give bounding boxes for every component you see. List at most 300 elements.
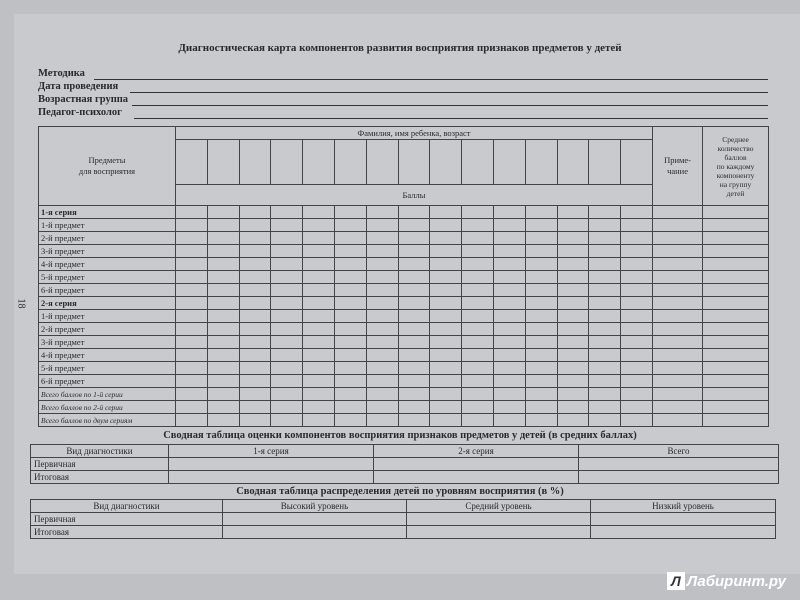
score-cell[interactable] bbox=[239, 401, 271, 414]
score-cell[interactable] bbox=[557, 310, 589, 323]
score-cell[interactable] bbox=[176, 219, 208, 232]
score-cell[interactable] bbox=[462, 323, 494, 336]
score-cell[interactable] bbox=[334, 284, 366, 297]
score-cell[interactable] bbox=[334, 245, 366, 258]
score-cell[interactable] bbox=[239, 310, 271, 323]
score-cell[interactable] bbox=[398, 206, 430, 219]
child-name-cell[interactable] bbox=[239, 140, 271, 185]
score-cell[interactable] bbox=[176, 388, 208, 401]
score-cell[interactable] bbox=[207, 206, 239, 219]
score-cell[interactable] bbox=[366, 206, 398, 219]
score-cell[interactable] bbox=[462, 258, 494, 271]
score-cell[interactable] bbox=[334, 336, 366, 349]
score-cell[interactable] bbox=[557, 414, 589, 427]
child-name-cell[interactable] bbox=[462, 140, 494, 185]
child-name-cell[interactable] bbox=[303, 140, 335, 185]
score-cell[interactable] bbox=[366, 388, 398, 401]
score-cell[interactable] bbox=[207, 310, 239, 323]
score-cell[interactable] bbox=[525, 362, 557, 375]
score-cell[interactable] bbox=[493, 401, 525, 414]
child-name-cell[interactable] bbox=[366, 140, 398, 185]
score-cell[interactable] bbox=[493, 297, 525, 310]
score-cell[interactable] bbox=[557, 219, 589, 232]
child-name-cell[interactable] bbox=[398, 140, 430, 185]
score-cell[interactable] bbox=[621, 414, 653, 427]
score-cell[interactable] bbox=[621, 245, 653, 258]
score-cell[interactable] bbox=[589, 284, 621, 297]
score-cell[interactable] bbox=[176, 206, 208, 219]
score-cell[interactable] bbox=[430, 401, 462, 414]
score-cell[interactable] bbox=[589, 323, 621, 336]
child-name-cell[interactable] bbox=[430, 140, 462, 185]
score-cell[interactable] bbox=[334, 401, 366, 414]
score-cell[interactable] bbox=[589, 414, 621, 427]
score-cell[interactable] bbox=[398, 245, 430, 258]
score-cell[interactable] bbox=[621, 362, 653, 375]
score-cell[interactable] bbox=[653, 401, 703, 414]
score-cell[interactable] bbox=[525, 388, 557, 401]
child-name-cell[interactable] bbox=[525, 140, 557, 185]
score-cell[interactable] bbox=[176, 271, 208, 284]
score-cell[interactable] bbox=[303, 375, 335, 388]
score-cell[interactable] bbox=[589, 349, 621, 362]
score-cell[interactable] bbox=[271, 414, 303, 427]
score-cell[interactable] bbox=[398, 362, 430, 375]
score-cell[interactable] bbox=[271, 388, 303, 401]
score-cell[interactable] bbox=[207, 323, 239, 336]
score-cell[interactable] bbox=[176, 336, 208, 349]
score-cell[interactable] bbox=[653, 219, 703, 232]
score-cell[interactable] bbox=[493, 284, 525, 297]
data-cell[interactable] bbox=[579, 458, 779, 471]
data-cell[interactable] bbox=[169, 471, 374, 484]
score-cell[interactable] bbox=[557, 375, 589, 388]
score-cell[interactable] bbox=[703, 362, 769, 375]
score-cell[interactable] bbox=[271, 297, 303, 310]
score-cell[interactable] bbox=[653, 310, 703, 323]
score-cell[interactable] bbox=[653, 206, 703, 219]
score-cell[interactable] bbox=[493, 388, 525, 401]
score-cell[interactable] bbox=[621, 206, 653, 219]
score-cell[interactable] bbox=[366, 271, 398, 284]
score-cell[interactable] bbox=[557, 336, 589, 349]
score-cell[interactable] bbox=[239, 258, 271, 271]
score-cell[interactable] bbox=[493, 271, 525, 284]
score-cell[interactable] bbox=[398, 375, 430, 388]
score-cell[interactable] bbox=[366, 323, 398, 336]
score-cell[interactable] bbox=[589, 206, 621, 219]
score-cell[interactable] bbox=[621, 388, 653, 401]
score-cell[interactable] bbox=[653, 232, 703, 245]
score-cell[interactable] bbox=[176, 401, 208, 414]
child-name-cell[interactable] bbox=[493, 140, 525, 185]
score-cell[interactable] bbox=[430, 349, 462, 362]
score-cell[interactable] bbox=[176, 297, 208, 310]
score-cell[interactable] bbox=[525, 414, 557, 427]
score-cell[interactable] bbox=[239, 271, 271, 284]
score-cell[interactable] bbox=[621, 310, 653, 323]
score-cell[interactable] bbox=[557, 297, 589, 310]
score-cell[interactable] bbox=[366, 297, 398, 310]
score-cell[interactable] bbox=[207, 271, 239, 284]
data-cell[interactable] bbox=[407, 526, 591, 539]
score-cell[interactable] bbox=[430, 219, 462, 232]
score-cell[interactable] bbox=[334, 206, 366, 219]
score-cell[interactable] bbox=[334, 388, 366, 401]
score-cell[interactable] bbox=[334, 414, 366, 427]
score-cell[interactable] bbox=[525, 310, 557, 323]
score-cell[interactable] bbox=[303, 349, 335, 362]
score-cell[interactable] bbox=[557, 388, 589, 401]
score-cell[interactable] bbox=[303, 401, 335, 414]
score-cell[interactable] bbox=[207, 336, 239, 349]
score-cell[interactable] bbox=[493, 336, 525, 349]
score-cell[interactable] bbox=[621, 271, 653, 284]
score-cell[interactable] bbox=[653, 414, 703, 427]
score-cell[interactable] bbox=[462, 362, 494, 375]
score-cell[interactable] bbox=[176, 232, 208, 245]
score-cell[interactable] bbox=[557, 258, 589, 271]
score-cell[interactable] bbox=[525, 375, 557, 388]
score-cell[interactable] bbox=[334, 310, 366, 323]
score-cell[interactable] bbox=[621, 297, 653, 310]
score-cell[interactable] bbox=[703, 310, 769, 323]
score-cell[interactable] bbox=[366, 349, 398, 362]
score-cell[interactable] bbox=[621, 401, 653, 414]
score-cell[interactable] bbox=[271, 375, 303, 388]
score-cell[interactable] bbox=[525, 258, 557, 271]
score-cell[interactable] bbox=[239, 336, 271, 349]
score-cell[interactable] bbox=[430, 258, 462, 271]
score-cell[interactable] bbox=[557, 232, 589, 245]
score-cell[interactable] bbox=[621, 336, 653, 349]
score-cell[interactable] bbox=[557, 206, 589, 219]
score-cell[interactable] bbox=[239, 297, 271, 310]
score-cell[interactable] bbox=[271, 323, 303, 336]
score-cell[interactable] bbox=[207, 232, 239, 245]
score-cell[interactable] bbox=[207, 349, 239, 362]
score-cell[interactable] bbox=[398, 284, 430, 297]
score-cell[interactable] bbox=[462, 219, 494, 232]
score-cell[interactable] bbox=[653, 297, 703, 310]
score-cell[interactable] bbox=[366, 414, 398, 427]
score-cell[interactable] bbox=[430, 310, 462, 323]
score-cell[interactable] bbox=[239, 219, 271, 232]
fill-line[interactable] bbox=[134, 118, 768, 119]
score-cell[interactable] bbox=[589, 388, 621, 401]
score-cell[interactable] bbox=[303, 206, 335, 219]
score-cell[interactable] bbox=[334, 297, 366, 310]
score-cell[interactable] bbox=[176, 349, 208, 362]
fill-line[interactable] bbox=[130, 92, 768, 93]
score-cell[interactable] bbox=[176, 414, 208, 427]
score-cell[interactable] bbox=[462, 401, 494, 414]
child-name-cell[interactable] bbox=[557, 140, 589, 185]
score-cell[interactable] bbox=[557, 323, 589, 336]
score-cell[interactable] bbox=[703, 336, 769, 349]
score-cell[interactable] bbox=[271, 219, 303, 232]
score-cell[interactable] bbox=[334, 219, 366, 232]
score-cell[interactable] bbox=[207, 219, 239, 232]
score-cell[interactable] bbox=[398, 414, 430, 427]
score-cell[interactable] bbox=[462, 310, 494, 323]
score-cell[interactable] bbox=[334, 349, 366, 362]
score-cell[interactable] bbox=[239, 362, 271, 375]
score-cell[interactable] bbox=[462, 414, 494, 427]
score-cell[interactable] bbox=[462, 206, 494, 219]
score-cell[interactable] bbox=[207, 258, 239, 271]
score-cell[interactable] bbox=[239, 232, 271, 245]
score-cell[interactable] bbox=[621, 349, 653, 362]
score-cell[interactable] bbox=[703, 232, 769, 245]
score-cell[interactable] bbox=[366, 362, 398, 375]
score-cell[interactable] bbox=[398, 310, 430, 323]
score-cell[interactable] bbox=[398, 297, 430, 310]
score-cell[interactable] bbox=[366, 401, 398, 414]
score-cell[interactable] bbox=[462, 245, 494, 258]
score-cell[interactable] bbox=[525, 232, 557, 245]
score-cell[interactable] bbox=[207, 284, 239, 297]
data-cell[interactable] bbox=[407, 513, 591, 526]
score-cell[interactable] bbox=[366, 245, 398, 258]
score-cell[interactable] bbox=[703, 323, 769, 336]
score-cell[interactable] bbox=[589, 336, 621, 349]
child-name-cell[interactable] bbox=[176, 140, 208, 185]
score-cell[interactable] bbox=[430, 323, 462, 336]
child-name-cell[interactable] bbox=[271, 140, 303, 185]
score-cell[interactable] bbox=[462, 336, 494, 349]
fill-line[interactable] bbox=[94, 79, 768, 80]
score-cell[interactable] bbox=[207, 362, 239, 375]
score-cell[interactable] bbox=[653, 284, 703, 297]
score-cell[interactable] bbox=[303, 323, 335, 336]
score-cell[interactable] bbox=[525, 271, 557, 284]
score-cell[interactable] bbox=[525, 323, 557, 336]
score-cell[interactable] bbox=[366, 375, 398, 388]
score-cell[interactable] bbox=[334, 232, 366, 245]
score-cell[interactable] bbox=[557, 362, 589, 375]
score-cell[interactable] bbox=[525, 297, 557, 310]
score-cell[interactable] bbox=[271, 206, 303, 219]
fill-line[interactable] bbox=[132, 105, 768, 106]
score-cell[interactable] bbox=[653, 388, 703, 401]
score-cell[interactable] bbox=[462, 375, 494, 388]
score-cell[interactable] bbox=[239, 375, 271, 388]
data-cell[interactable] bbox=[579, 471, 779, 484]
score-cell[interactable] bbox=[589, 375, 621, 388]
score-cell[interactable] bbox=[303, 388, 335, 401]
score-cell[interactable] bbox=[493, 219, 525, 232]
score-cell[interactable] bbox=[303, 297, 335, 310]
score-cell[interactable] bbox=[462, 284, 494, 297]
score-cell[interactable] bbox=[703, 349, 769, 362]
score-cell[interactable] bbox=[176, 284, 208, 297]
score-cell[interactable] bbox=[703, 414, 769, 427]
score-cell[interactable] bbox=[430, 336, 462, 349]
score-cell[interactable] bbox=[176, 258, 208, 271]
score-cell[interactable] bbox=[334, 258, 366, 271]
score-cell[interactable] bbox=[239, 284, 271, 297]
score-cell[interactable] bbox=[493, 375, 525, 388]
score-cell[interactable] bbox=[207, 375, 239, 388]
score-cell[interactable] bbox=[493, 232, 525, 245]
score-cell[interactable] bbox=[430, 206, 462, 219]
score-cell[interactable] bbox=[703, 284, 769, 297]
child-name-cell[interactable] bbox=[334, 140, 366, 185]
score-cell[interactable] bbox=[557, 401, 589, 414]
score-cell[interactable] bbox=[366, 219, 398, 232]
score-cell[interactable] bbox=[621, 323, 653, 336]
score-cell[interactable] bbox=[366, 284, 398, 297]
score-cell[interactable] bbox=[703, 375, 769, 388]
score-cell[interactable] bbox=[207, 388, 239, 401]
score-cell[interactable] bbox=[525, 349, 557, 362]
score-cell[interactable] bbox=[271, 232, 303, 245]
score-cell[interactable] bbox=[653, 323, 703, 336]
score-cell[interactable] bbox=[493, 323, 525, 336]
score-cell[interactable] bbox=[239, 414, 271, 427]
score-cell[interactable] bbox=[525, 336, 557, 349]
child-name-cell[interactable] bbox=[621, 140, 653, 185]
score-cell[interactable] bbox=[207, 401, 239, 414]
score-cell[interactable] bbox=[557, 284, 589, 297]
score-cell[interactable] bbox=[525, 401, 557, 414]
score-cell[interactable] bbox=[589, 401, 621, 414]
score-cell[interactable] bbox=[366, 310, 398, 323]
score-cell[interactable] bbox=[430, 362, 462, 375]
score-cell[interactable] bbox=[525, 219, 557, 232]
score-cell[interactable] bbox=[493, 362, 525, 375]
score-cell[interactable] bbox=[271, 349, 303, 362]
score-cell[interactable] bbox=[621, 219, 653, 232]
score-cell[interactable] bbox=[303, 310, 335, 323]
score-cell[interactable] bbox=[271, 258, 303, 271]
score-cell[interactable] bbox=[366, 258, 398, 271]
score-cell[interactable] bbox=[334, 271, 366, 284]
score-cell[interactable] bbox=[653, 271, 703, 284]
score-cell[interactable] bbox=[430, 414, 462, 427]
score-cell[interactable] bbox=[176, 310, 208, 323]
score-cell[interactable] bbox=[589, 310, 621, 323]
score-cell[interactable] bbox=[621, 232, 653, 245]
score-cell[interactable] bbox=[430, 271, 462, 284]
score-cell[interactable] bbox=[271, 401, 303, 414]
score-cell[interactable] bbox=[493, 206, 525, 219]
score-cell[interactable] bbox=[493, 258, 525, 271]
data-cell[interactable] bbox=[591, 526, 776, 539]
score-cell[interactable] bbox=[557, 349, 589, 362]
child-name-cell[interactable] bbox=[589, 140, 621, 185]
score-cell[interactable] bbox=[334, 362, 366, 375]
score-cell[interactable] bbox=[703, 258, 769, 271]
score-cell[interactable] bbox=[176, 245, 208, 258]
score-cell[interactable] bbox=[703, 297, 769, 310]
data-cell[interactable] bbox=[223, 513, 407, 526]
score-cell[interactable] bbox=[462, 232, 494, 245]
score-cell[interactable] bbox=[303, 414, 335, 427]
score-cell[interactable] bbox=[703, 271, 769, 284]
score-cell[interactable] bbox=[303, 258, 335, 271]
score-cell[interactable] bbox=[303, 271, 335, 284]
score-cell[interactable] bbox=[462, 388, 494, 401]
score-cell[interactable] bbox=[703, 219, 769, 232]
score-cell[interactable] bbox=[398, 336, 430, 349]
score-cell[interactable] bbox=[653, 258, 703, 271]
score-cell[interactable] bbox=[398, 271, 430, 284]
score-cell[interactable] bbox=[207, 414, 239, 427]
score-cell[interactable] bbox=[303, 219, 335, 232]
score-cell[interactable] bbox=[271, 362, 303, 375]
data-cell[interactable] bbox=[374, 458, 579, 471]
score-cell[interactable] bbox=[430, 232, 462, 245]
score-cell[interactable] bbox=[303, 232, 335, 245]
score-cell[interactable] bbox=[430, 388, 462, 401]
score-cell[interactable] bbox=[525, 245, 557, 258]
data-cell[interactable] bbox=[223, 526, 407, 539]
score-cell[interactable] bbox=[239, 245, 271, 258]
score-cell[interactable] bbox=[239, 388, 271, 401]
score-cell[interactable] bbox=[430, 375, 462, 388]
score-cell[interactable] bbox=[621, 375, 653, 388]
score-cell[interactable] bbox=[303, 245, 335, 258]
score-cell[interactable] bbox=[366, 336, 398, 349]
score-cell[interactable] bbox=[493, 349, 525, 362]
score-cell[interactable] bbox=[430, 245, 462, 258]
score-cell[interactable] bbox=[621, 258, 653, 271]
score-cell[interactable] bbox=[703, 206, 769, 219]
score-cell[interactable] bbox=[303, 284, 335, 297]
data-cell[interactable] bbox=[374, 471, 579, 484]
score-cell[interactable] bbox=[176, 375, 208, 388]
score-cell[interactable] bbox=[525, 284, 557, 297]
score-cell[interactable] bbox=[589, 362, 621, 375]
score-cell[interactable] bbox=[557, 245, 589, 258]
score-cell[interactable] bbox=[398, 323, 430, 336]
score-cell[interactable] bbox=[525, 206, 557, 219]
score-cell[interactable] bbox=[589, 245, 621, 258]
score-cell[interactable] bbox=[653, 375, 703, 388]
score-cell[interactable] bbox=[589, 219, 621, 232]
score-cell[interactable] bbox=[398, 388, 430, 401]
score-cell[interactable] bbox=[430, 284, 462, 297]
score-cell[interactable] bbox=[589, 271, 621, 284]
score-cell[interactable] bbox=[176, 323, 208, 336]
score-cell[interactable] bbox=[703, 388, 769, 401]
score-cell[interactable] bbox=[653, 245, 703, 258]
score-cell[interactable] bbox=[589, 232, 621, 245]
score-cell[interactable] bbox=[398, 219, 430, 232]
score-cell[interactable] bbox=[334, 375, 366, 388]
score-cell[interactable] bbox=[589, 297, 621, 310]
score-cell[interactable] bbox=[462, 271, 494, 284]
score-cell[interactable] bbox=[462, 297, 494, 310]
score-cell[interactable] bbox=[398, 349, 430, 362]
score-cell[interactable] bbox=[303, 362, 335, 375]
score-cell[interactable] bbox=[334, 323, 366, 336]
score-cell[interactable] bbox=[493, 414, 525, 427]
score-cell[interactable] bbox=[271, 310, 303, 323]
score-cell[interactable] bbox=[239, 206, 271, 219]
data-cell[interactable] bbox=[169, 458, 374, 471]
score-cell[interactable] bbox=[239, 349, 271, 362]
score-cell[interactable] bbox=[493, 310, 525, 323]
score-cell[interactable] bbox=[398, 258, 430, 271]
score-cell[interactable] bbox=[176, 362, 208, 375]
score-cell[interactable] bbox=[239, 323, 271, 336]
score-cell[interactable] bbox=[653, 336, 703, 349]
score-cell[interactable] bbox=[271, 284, 303, 297]
score-cell[interactable] bbox=[430, 297, 462, 310]
